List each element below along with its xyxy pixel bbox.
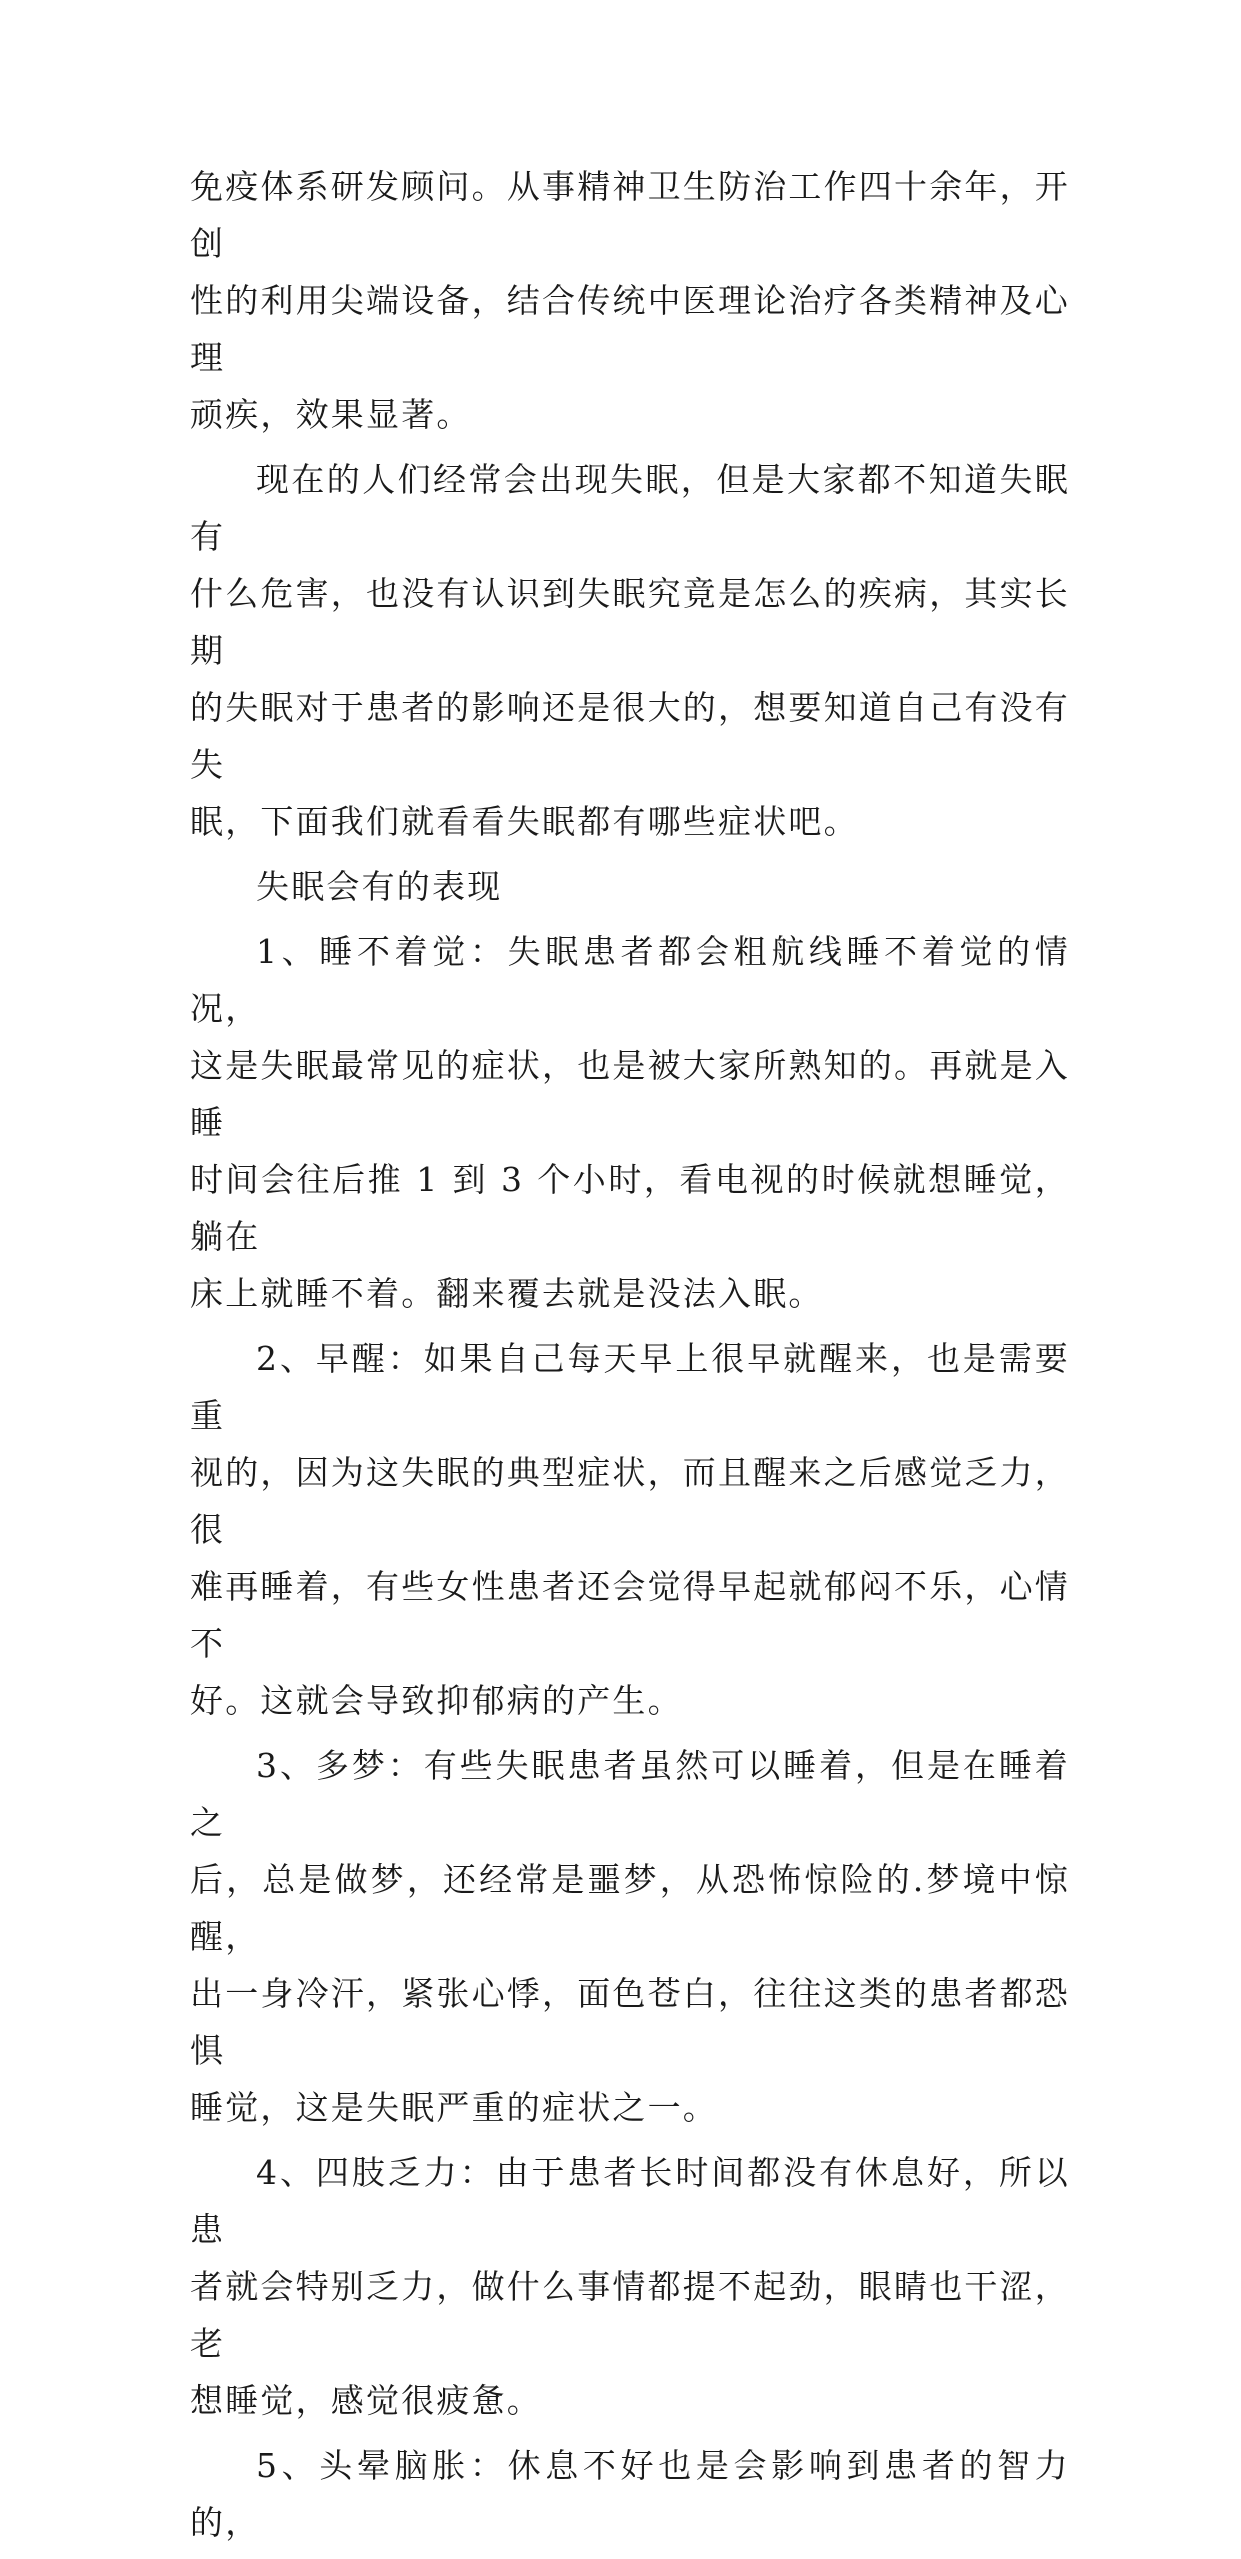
section-heading-symptoms: 失眠会有的表现 — [256, 867, 503, 906]
paragraph-insomnia-overview: 现在的人们经常会出现失眠，但是大家都不知道失眠有 什么危害，也没有认识到失眠究竟是怎么的疾病，其实长期 的失眠对于患者的影响还是很大的，想要知道自己有没有失 眠，下面我们就看看失眠都有哪些症状吧。 — [190, 460, 1070, 841]
paragraph-symptom-5: 5、头晕脑胀：休息不好也是会影响到患者的智力的， — [190, 2446, 1070, 2542]
document-body — [190, 158, 1070, 2559]
paragraph-symptom-1: 1、睡不着觉：失眠患者都会粗航线睡不着觉的情况， 这是失眠最常见的症状，也是被大家所熟知的。再就是入睡 时间会往后推 1 到 3 个小时，看电视的时候就想睡觉，躺在 床上就睡不着。翻来覆去就是没法入眠。 — [190, 932, 1070, 1313]
paragraph-intro-continued: 免疫体系研发顾问。从事精神卫生防治工作四十余年，开创 性的利用尖端设备，结合传统中医理论治疗各类精神及心理 顽疾，效果显著。 — [190, 167, 1070, 434]
paragraph-symptom-2: 2、早醒：如果自己每天早上很早就醒来，也是需要重 视的，因为这失眠的典型症状，而且醒来之后感觉乏力，很 难再睡着，有些女性患者还会觉得早起就郁闷不乐，心情不 好。这就会导致抑郁病的产生。 — [190, 1339, 1070, 1720]
paragraph-symptom-3: 3、多梦：有些失眠患者虽然可以睡着，但是在睡着之 后，总是做梦，还经常是噩梦，从恐怖惊险的.梦境中惊醒， 出一身冷汗，紧张心悸，面色苍白，往往这类的患者都恐惧 睡觉，这是失眠严重的症状之一。 — [190, 1746, 1070, 2127]
paragraph-symptom-4: 4、四肢乏力：由于患者长时间都没有休息好，所以患 者就会特别乏力，做什么事情都提不起劲，眼睛也干涩，老 想睡觉，感觉很疲惫。 — [190, 2153, 1070, 2420]
